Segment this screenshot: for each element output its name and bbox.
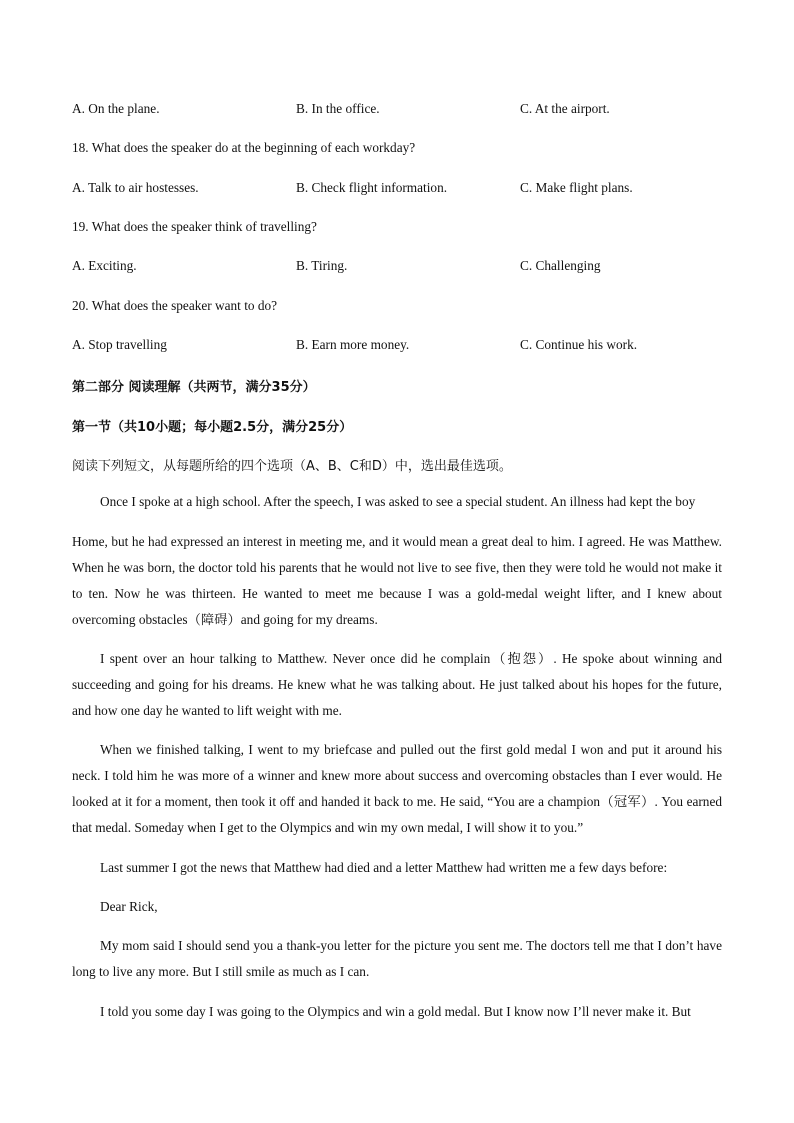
passage-paragraph: Home, but he had expressed an interest in meeting me, and it would mean a great deal to him. I agreed. He was Matthew. When he was born, the doctor told his parents that he would not live to see five, then they were told he would not make it to ten. Now he was thirteen. He wanted to meet me because I was a gold-medal weight lifter, and I knew about overcoming obstacles（障碍）and going for my dreams. xyxy=(72,534,722,627)
q20-option-c: C. Continue his work. xyxy=(520,337,638,352)
letter-salutation: Dear Rick, xyxy=(100,899,158,914)
q20-stem: 20. What does the speaker want to do? xyxy=(72,298,278,313)
passage-paragraph: I spent over an hour talking to Matthew. Never once did he complain（抱怨）. He spoke about winning and succeeding and going for his dreams. He knew what he was talking about. He just talked about his hopes for the future, and how one day he wanted to lift weight with me. xyxy=(72,651,722,718)
q18-stem: 18. What does the speaker do at the beginning of each workday? xyxy=(72,140,416,155)
part2-heading: 第二部分 阅读理解（共两节，满分35分） xyxy=(72,380,316,395)
passage-p4: Last summer I got the news that Matthew had died and a letter Matthew had written me a few days before: xyxy=(100,860,668,875)
passage-paragraph: I told you some day I was going to the Olympics and win a gold medal. But I know now I’ll never make it. But xyxy=(100,1004,691,1019)
q17-option-c: C. At the airport. xyxy=(520,101,610,116)
q18-option-b: B. Check flight information. xyxy=(296,180,448,195)
q18-option-a: A. Talk to air hostesses. xyxy=(72,180,199,195)
passage-p7 xyxy=(72,999,722,1025)
passage-p2 xyxy=(72,646,722,724)
passage-p6 xyxy=(72,933,722,985)
q17-option-b: B. In the office. xyxy=(296,101,380,116)
q20-option-a: A. Stop travelling xyxy=(72,337,167,352)
q19-option-b: B. Tiring. xyxy=(296,258,348,273)
instructions: 阅读下列短文，从每题所给的四个选项（A、B、C和D）中，选出最佳选项。 xyxy=(72,459,512,474)
q19-option-a: A. Exciting. xyxy=(72,258,137,273)
q17-option-a: A. On the plane. xyxy=(72,101,160,116)
passage-paragraph: My mom said I should send you a thank-you letter for the picture you sent me. The doctors tell me that I don’t have long to live any more. But I still smile as much as I can. xyxy=(72,938,722,979)
passage-p1-rest xyxy=(72,529,722,633)
passage-p3 xyxy=(72,737,722,841)
q18-option-c: C. Make flight plans. xyxy=(520,180,633,195)
section1-heading: 第一节（共10小题；每小题2.5分，满分25分） xyxy=(72,420,353,435)
q19-option-c: C. Challenging xyxy=(520,258,601,273)
q20-option-b: B. Earn more money. xyxy=(296,337,410,352)
q19-stem: 19. What does the speaker think of travelling? xyxy=(72,219,317,234)
passage-p1-first-line: Once I spoke at a high school. After the speech, I was asked to see a special student. An illness had kept the boy xyxy=(100,494,696,509)
passage-paragraph: When we finished talking, I went to my briefcase and pulled out the first gold medal I won and put it around his neck. I told him he was more of a winner and knew more about success and overcoming obstacles than I ever would. He looked at it for a moment, then took it off and handed it back to me. He said, “You are a champion（冠军）. You earned that medal. Someday when I get to the Olympics and win my own medal, I will show it to you.” xyxy=(72,742,722,835)
